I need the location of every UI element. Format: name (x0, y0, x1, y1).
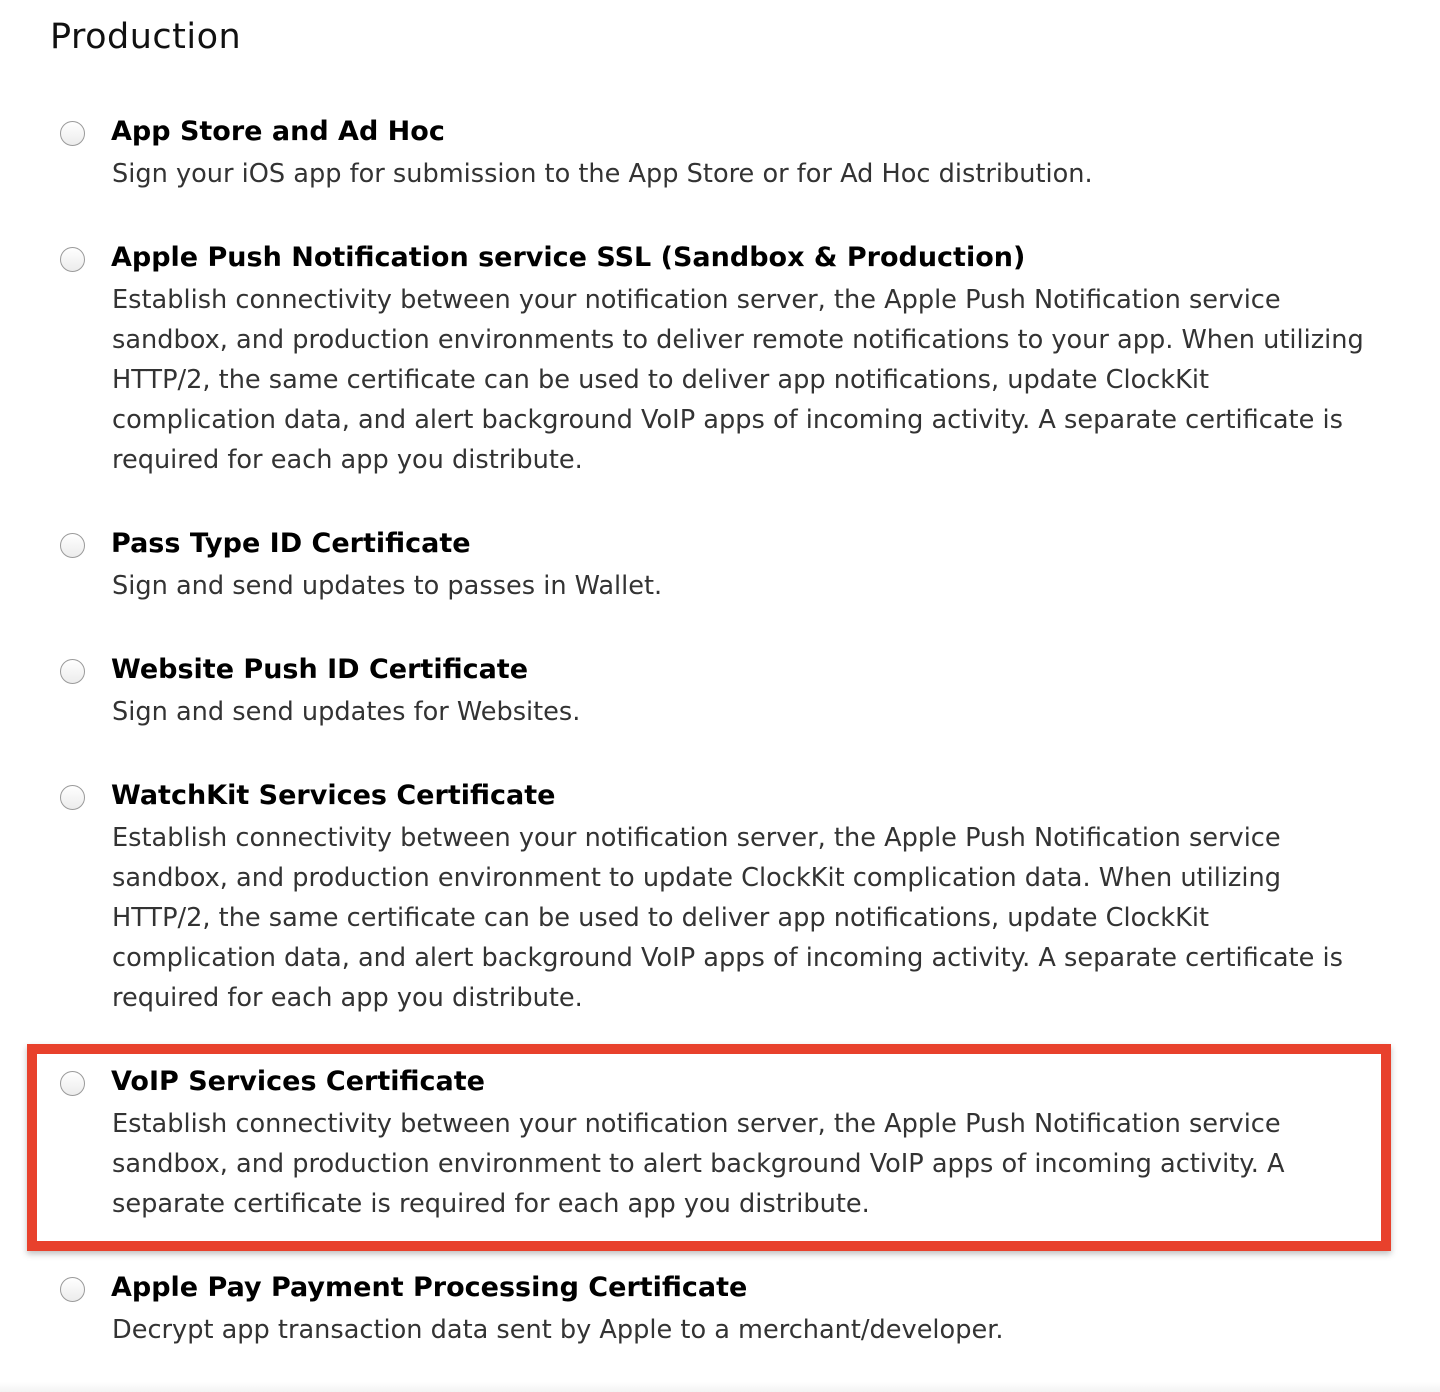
option-title[interactable]: Website Push ID Certificate (111, 654, 529, 685)
radio-button[interactable] (60, 121, 85, 146)
radio-button[interactable] (60, 1277, 85, 1302)
option-title[interactable]: Apple Pay Payment Processing Certificate (111, 1272, 748, 1303)
option-title[interactable]: Pass Type ID Certificate (111, 528, 471, 559)
option-description: Establish connectivity between your notification server, the Apple Push Notification service sandbox, and production environments to deliver remote notifications to your app. When utilizing HTTP/2, the same certificate can be used to deliver app notifications, update ClockKit complication data, and alert background VoIP apps of incoming activity. A separate certificate is required for each app you distribute. (112, 285, 1364, 475)
option-title[interactable]: VoIP Services Certificate (111, 1066, 485, 1097)
option-description: Sign and send updates to passes in Wallet. (112, 571, 663, 601)
option-description: Establish connectivity between your notification server, the Apple Push Notification service sandbox, and production environment to alert background VoIP apps of incoming activity. A separate certificate is required for each app you distribute. (112, 1109, 1285, 1219)
option-description: Sign and send updates for Websites. (112, 697, 581, 727)
option-description: Establish connectivity between your notification server, the Apple Push Notification service sandbox, and production environment to update ClockKit complication data. When utilizing HTTP/2, the same certificate can be used to deliver app notifications, update ClockKit complication data, and alert background VoIP apps of incoming activity. A separate certificate is required for each app you distribute. (112, 823, 1343, 1013)
radio-button[interactable] (60, 659, 85, 684)
radio-button[interactable] (60, 1071, 85, 1096)
option-title[interactable]: WatchKit Services Certificate (111, 780, 556, 811)
radio-button[interactable] (60, 247, 85, 272)
radio-button[interactable] (60, 785, 85, 810)
option-description: Sign your iOS app for submission to the App Store or for Ad Hoc distribution. (112, 159, 1093, 189)
option-title[interactable]: Apple Push Notification service SSL (Sandbox & Production) (111, 242, 1026, 273)
section-title: Production (50, 17, 242, 57)
option-title[interactable]: App Store and Ad Hoc (111, 116, 445, 147)
bottom-divider (0, 1382, 1440, 1392)
option-description: Decrypt app transaction data sent by Apple to a merchant/developer. (112, 1315, 1004, 1345)
radio-button[interactable] (60, 533, 85, 558)
